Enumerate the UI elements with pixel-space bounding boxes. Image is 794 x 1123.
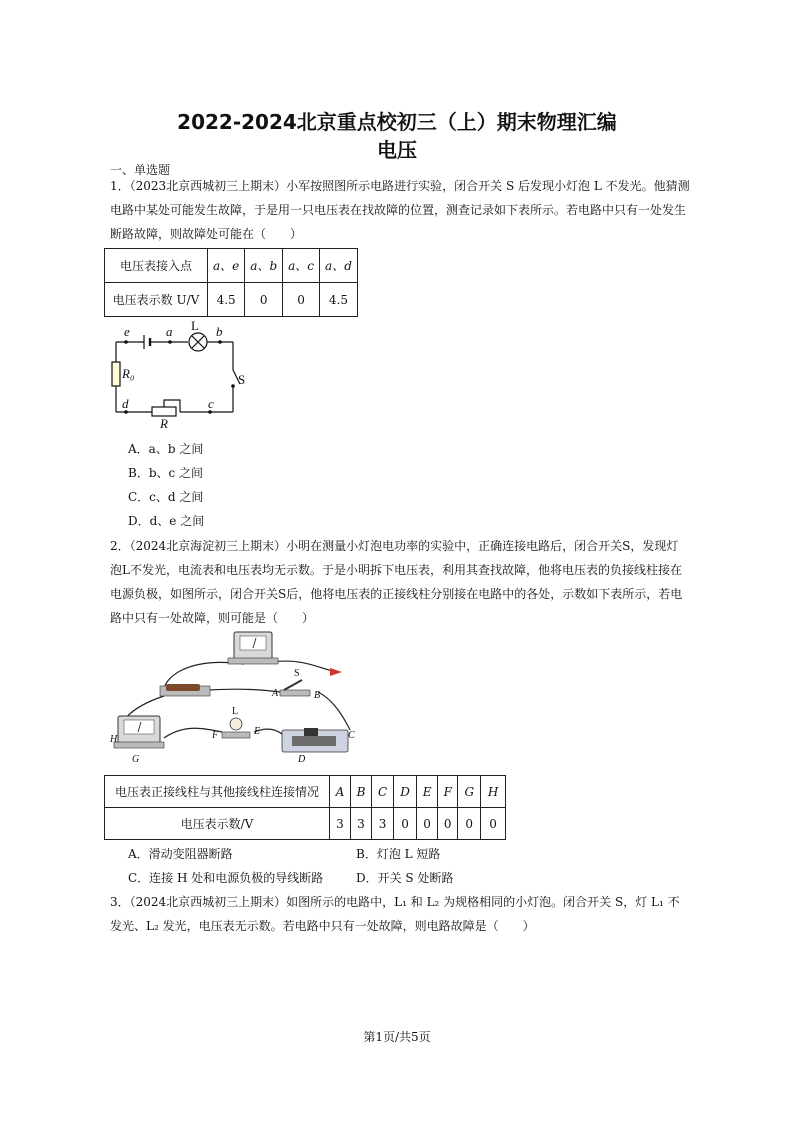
table-cell: A xyxy=(330,776,351,808)
question-1-text: 1．（2023北京西城初三上期末）小军按照图所示电路进行实验，闭合开关 S 后发现小灯泡 L 不发光。他猜测电路中某处可能发生故障，于是用一只电压表在找故障的位置，测查记录如下表所示。若电路中只有一处发生断路故障，则故障处可能在（ ） xyxy=(110,179,690,241)
battery xyxy=(160,684,210,696)
circuit-diagram-2 xyxy=(104,628,364,768)
question-2-table xyxy=(104,775,506,840)
diagram-label-R: R xyxy=(160,416,168,431)
table-cell: E xyxy=(417,776,438,808)
table-cell: a、b xyxy=(245,249,283,283)
lamp xyxy=(222,718,250,738)
diagram-label-S: S xyxy=(238,372,246,387)
q1-option-b: B．b、c 之间 xyxy=(128,466,204,480)
diagram-label-R0: R₀ xyxy=(122,366,135,381)
question-2-text: 2．（2024北京海淀初三上期末）小明在测量小灯泡电功率的实验中，正确连接电路后，闭合开关S，发现灯泡L不发光，电流表和电压表均无示数。于是小明拆下电压表，利用其查找故障，他将电压表的负接线柱接在电源负极，如图所示，闭合开关S后，他将电压表的正接线柱分别接在电路中的各处，示数如下表所示，若电路中只有一处故障，则可能是（ ） xyxy=(110,539,683,625)
table-row-header: 电压表正接线柱与其他接线柱连接情况 xyxy=(105,776,330,808)
diagram-2-label-L: L xyxy=(232,706,239,717)
table-cell: 3 xyxy=(372,808,394,840)
table-row-header: 电压表示数/V xyxy=(105,808,330,840)
table-cell: 0 xyxy=(438,808,458,840)
section-heading: 一、单选题 xyxy=(110,163,171,177)
diagram-2-label-D: D xyxy=(298,754,306,765)
table-cell: 0 xyxy=(394,808,417,840)
q1-option-c: C．c、d 之间 xyxy=(128,490,204,504)
table-row-header: 电压表接入点 xyxy=(105,249,208,283)
table-cell: a、d xyxy=(319,249,357,283)
table-cell: H xyxy=(481,776,506,808)
voltmeter-left xyxy=(114,716,164,748)
question-3-text: 3．（2024北京西城初三上期末）如图所示的电路中，L₁ 和 L₂ 为规格相同的小灯泡。闭合开关 S，灯 L₁ 不发光、L₂ 发光，电压表无示数。若电路中只有一处故障，则电路故障是（ ） xyxy=(110,895,680,933)
table-cell: 0 xyxy=(283,283,320,317)
table-cell: 0 xyxy=(417,808,438,840)
circuit-diagram-1 xyxy=(100,318,260,434)
diagram-label-a: a xyxy=(166,324,173,339)
diagram-label-d: d xyxy=(122,396,129,411)
table-cell: a、e xyxy=(208,249,245,283)
diagram-label-b: b xyxy=(216,324,223,339)
diagram-2-label-C: C xyxy=(348,730,355,741)
q2-option-a: A．滑动变阻器断路 xyxy=(128,847,233,861)
table-cell: F xyxy=(438,776,458,808)
table-cell: 0 xyxy=(458,808,481,840)
diagram-2-label-G: G xyxy=(132,754,140,765)
diagram-label-e: e xyxy=(124,324,130,339)
table-cell: 0 xyxy=(245,283,283,317)
question-1-table xyxy=(104,248,358,317)
voltmeter-top xyxy=(228,632,278,664)
table-cell: C xyxy=(372,776,394,808)
table-cell: 3 xyxy=(350,808,371,840)
diagram-label-L: L xyxy=(191,318,199,333)
table-cell: 4.5 xyxy=(208,283,245,317)
table-cell: 3 xyxy=(330,808,351,840)
diagram-2-label-H: H xyxy=(110,734,118,745)
q2-option-d: D．开关 S 处断路 xyxy=(356,871,454,885)
diagram-label-c: c xyxy=(208,396,214,411)
page-title: 2022-2024北京重点校初三（上）期末物理汇编 xyxy=(177,110,617,134)
diagram-2-label-F: F xyxy=(212,730,219,741)
table-cell: B xyxy=(350,776,371,808)
diagram-2-label-E: E xyxy=(254,726,261,737)
q2-option-c: C．连接 H 处和电源负极的导线断路 xyxy=(128,871,324,885)
page-footer: 第1页/共5页 xyxy=(363,1030,431,1044)
page-subtitle: 电压 xyxy=(377,138,417,162)
diagram-2-label-S: S xyxy=(294,668,300,679)
table-cell: 4.5 xyxy=(319,283,357,317)
table-cell: G xyxy=(458,776,481,808)
q1-option-d: D．d、e 之间 xyxy=(128,514,205,528)
q2-option-b: B．灯泡 L 短路 xyxy=(356,847,441,861)
rheostat xyxy=(282,728,348,752)
table-cell: a、c xyxy=(283,249,320,283)
switch xyxy=(280,680,310,696)
table-cell: D xyxy=(394,776,417,808)
q1-option-a: A．a、b 之间 xyxy=(128,442,204,456)
diagram-2-label-A: A xyxy=(272,688,279,699)
diagram-2-label-B: B xyxy=(314,690,321,701)
table-cell: 0 xyxy=(481,808,506,840)
table-row-header: 电压表示数 U/V xyxy=(105,283,208,317)
